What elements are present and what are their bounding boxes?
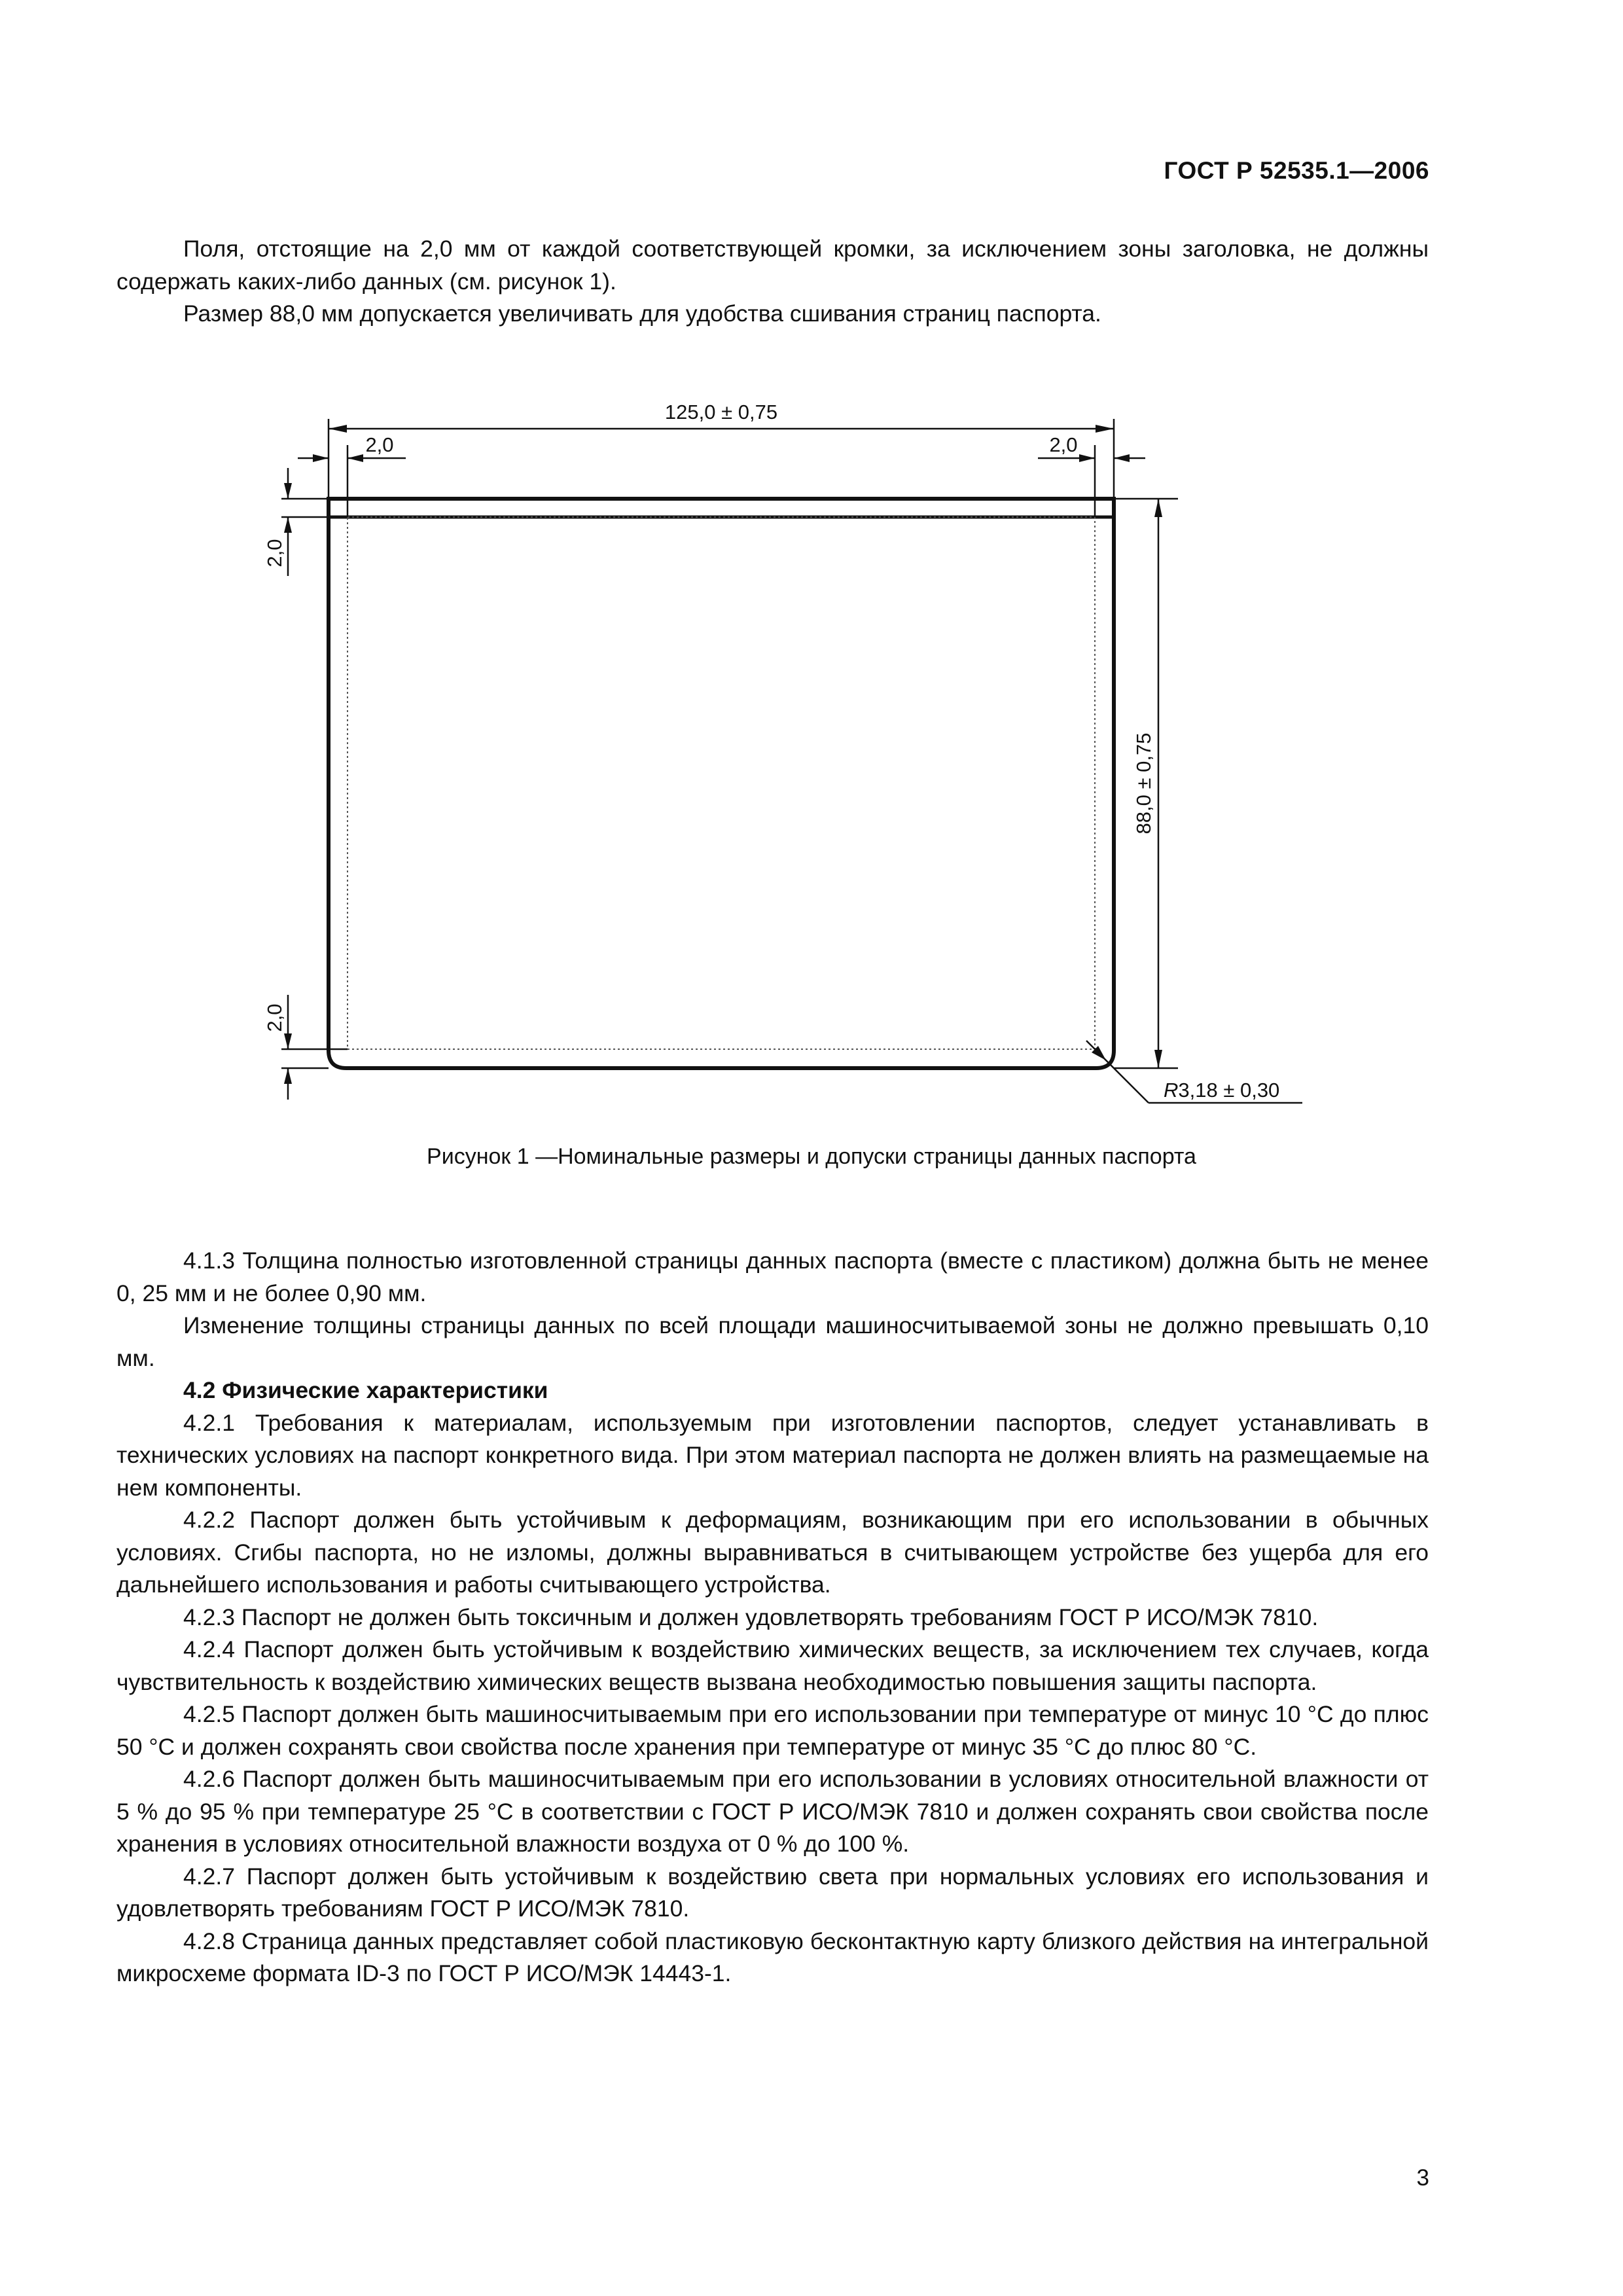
width-label: 125,0 ± 0,75 xyxy=(664,401,778,423)
margin-left-label: 2,0 xyxy=(365,433,394,456)
arrowhead xyxy=(1096,425,1114,433)
body-paragraph: 4.2.3 Паспорт не должен быть токсичным и должен удовлетворять требованиям ГОСТ Р ИСО/МЭК 7810. xyxy=(183,1604,1319,1630)
section-heading: 4.2 Физические характеристики xyxy=(183,1377,548,1403)
arrowhead xyxy=(284,1068,292,1084)
arrowhead xyxy=(1114,454,1130,462)
radius-value: 3,18 ± 0,30 xyxy=(1178,1079,1280,1102)
data-margin-outline xyxy=(348,517,1095,1049)
body-paragraph: 4.1.3 Толщина полностью изготовленной страницы данных паспорта (вместе с пластиком) должна быть не менее 0, 25 мм и не более 0,90 мм. xyxy=(116,1247,1429,1306)
height-label: 88,0 ± 0,75 xyxy=(1132,732,1155,834)
margin-top-label: 2,0 xyxy=(263,539,286,567)
body-paragraph: 4.2.7 Паспорт должен быть устойчивым к воздействию света при нормальных условиях его использования и удовлетворять требованиям ГОСТ Р ИСО/МЭК 7810. xyxy=(116,1863,1429,1922)
arrowhead xyxy=(1154,499,1162,517)
intro-paragraph-1: Поля, отстоящие на 2,0 мм от каждой соответствующей кромки, за исключением зоны заголовка, не должны содержать каких-либо данных (см. рисунок 1). xyxy=(116,236,1429,295)
arrowhead xyxy=(284,483,292,499)
figure-caption: Рисунок 1 —Номинальные размеры и допуски страницы данных паспорта xyxy=(427,1144,1196,1169)
page-number: 3 xyxy=(1416,2165,1429,2191)
standard-number-header: ГОСТ Р 52535.1—2006 xyxy=(1164,157,1429,184)
radius-prefix: R xyxy=(1164,1079,1179,1102)
arrowhead xyxy=(329,425,347,433)
body-paragraph: 4.2.4 Паспорт должен быть устойчивым к воздействию химических веществ, за исключением тех случаев, когда чувствительность к воздействию химических веществ вызвана необходимостью повышения защиты паспорта. xyxy=(116,1636,1429,1695)
arrowhead xyxy=(1154,1050,1162,1068)
body-paragraph: 4.2.6 Паспорт должен быть машиносчитываемым при его использовании в условиях относительной влажности от 5 % до 95 % при температуре 25 °С в соответствии с ГОСТ Р ИСО/МЭК 7810 и должен сохранять свои свойства после хранения в условиях относительной влажности воздуха от 0 % до 100 %. xyxy=(116,1766,1429,1857)
page-outline xyxy=(329,499,1114,1068)
body-paragraph: 4.2.5 Паспорт должен быть машиносчитываемым при его использовании при температуре от минус 10 °С до плюс 50 °С и должен сохранять свои свойства после хранения при температуре от минус 35 °С до плюс 80 °С. xyxy=(116,1701,1429,1760)
body-paragraph: 4.2.1 Требования к материалам, используемым при изготовлении паспортов, следует устанавливать в технических условиях на паспорт конкретного вида. При этом материал паспорта не должен влиять на размещаемые на нем компоненты. xyxy=(116,1409,1429,1501)
body-paragraph: 4.2.8 Страница данных представляет собой пластиковую бесконтактную карту близкого действия на интегральной микросхеме формата ID-3 по ГОСТ Р ИСО/МЭК 14443-1. xyxy=(116,1928,1429,1986)
margin-right-label: 2,0 xyxy=(1049,433,1078,456)
margin-bottom-label: 2,0 xyxy=(263,1003,286,1032)
arrowhead xyxy=(313,454,329,462)
radius-label xyxy=(1164,1079,1279,1102)
arrowhead xyxy=(348,454,363,462)
arrowhead xyxy=(284,1033,292,1049)
intro-paragraph-2: Размер 88,0 мм допускается увеличивать для удобства сшивания страниц паспорта. xyxy=(183,300,1101,327)
body-paragraph: Изменение толщины страницы данных по всей площади машиносчитываемой зоны не должно превышать 0,10 мм. xyxy=(116,1312,1429,1371)
arrowhead xyxy=(1079,454,1095,462)
main-text xyxy=(116,1245,1429,1990)
body-paragraph: 4.2.2 Паспорт должен быть устойчивым к деформациям, возникающим при его использовании в обычных условиях. Сгибы паспорта, но не изломы, должны выравниваться в считывающем устройстве без ущерба для его дальнейшего использования и работы считывающего устройства. xyxy=(116,1507,1429,1598)
arrowhead xyxy=(284,517,292,533)
